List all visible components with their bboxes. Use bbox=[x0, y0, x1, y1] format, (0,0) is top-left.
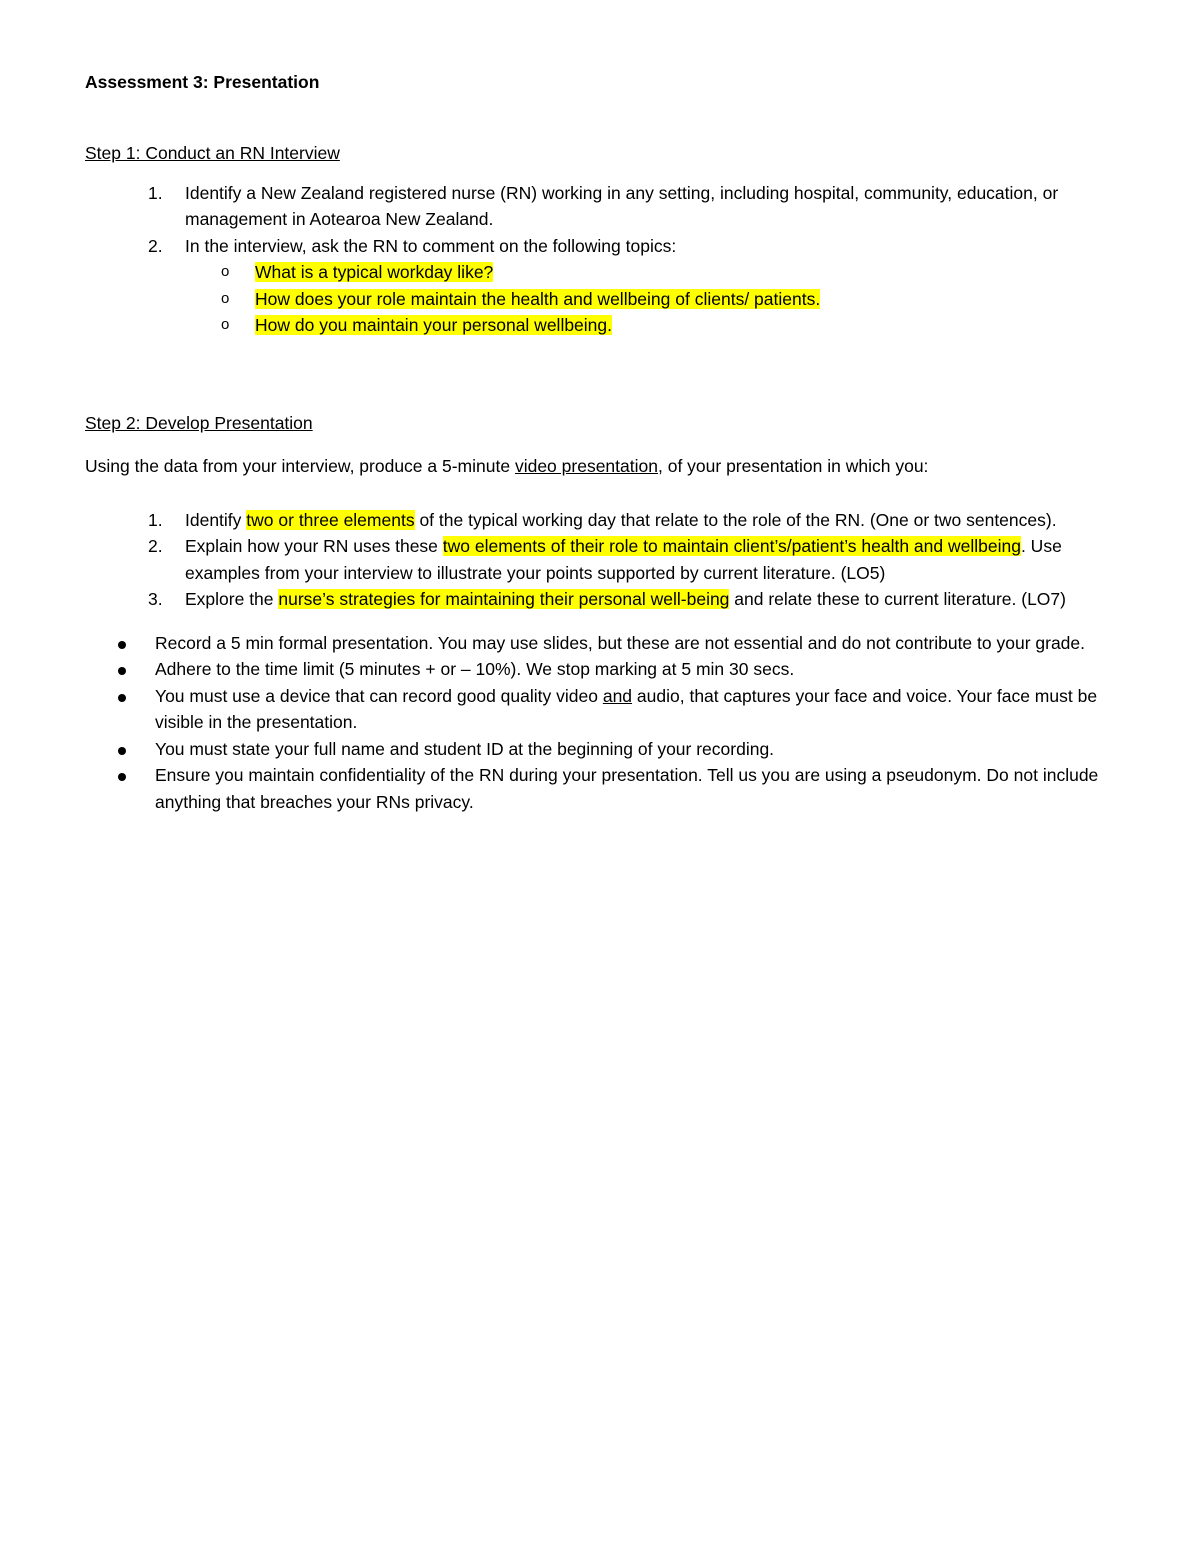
circle-bullet-icon: o bbox=[221, 263, 230, 280]
step1-heading: Step 1: Conduct an RN Interview bbox=[85, 143, 340, 163]
interview-topic bbox=[185, 312, 1115, 339]
requirement-text: audio, that captures your face and voice. Your face must be visible in the presentation. bbox=[155, 685, 1098, 732]
requirement-text: Adhere to the time limit (5 minutes + or – 10%). We stop marking at 5 min 30 secs. bbox=[155, 659, 795, 679]
list-number: 1. bbox=[148, 182, 163, 203]
interview-topic-text: How does your role maintain the health and wellbeing of clients/ patients. bbox=[255, 288, 821, 309]
interview-topic bbox=[185, 286, 1115, 313]
interview-topics-list bbox=[185, 259, 1115, 339]
list-number: 2. bbox=[148, 536, 163, 556]
item-text: . Use examples from your interview to illustrate your points supported by current literature. (LO5) bbox=[185, 536, 1062, 583]
step2-item-3 bbox=[85, 586, 1115, 613]
step2-intro bbox=[85, 453, 1115, 480]
document-title: Assessment 3: Presentation bbox=[85, 72, 320, 92]
bullet-dot-icon bbox=[118, 747, 126, 755]
requirement-item bbox=[85, 630, 1115, 657]
interview-topic-text: How do you maintain your personal wellbeing. bbox=[255, 315, 613, 335]
requirement-text: Record a 5 min formal presentation. You may use slides, but these are not essential and do not contribute to your grade. bbox=[155, 632, 1086, 653]
requirement-text: Ensure you maintain confidentiality of the RN during your presentation. Tell us you are using a pseudonym. Do not include anything that breaches your RNs privacy. bbox=[155, 765, 1099, 812]
bullet-dot-icon bbox=[118, 667, 126, 675]
step1-item-1-text: Identify a New Zealand registered nurse (RN) working in any setting, including hospital, community, education, or management in Aotearoa New Zealand. bbox=[185, 182, 1059, 229]
list-number: 3. bbox=[148, 589, 163, 609]
item-text: Explore the bbox=[185, 589, 279, 609]
intro-text: , of your presentation in which you: bbox=[657, 456, 929, 476]
step2-item-2 bbox=[85, 533, 1115, 586]
step2-heading: Step 2: Develop Presentation bbox=[85, 412, 313, 433]
circle-bullet-icon: o bbox=[221, 289, 230, 307]
item-text: of the typical working day that relate to the role of the RN. (One or two sentences). bbox=[414, 509, 1057, 530]
intro-text: Using the data from your interview, produce a 5-minute bbox=[85, 456, 515, 476]
step2-list bbox=[85, 507, 1115, 613]
list-number: 2. bbox=[148, 235, 163, 256]
list-number: 1. bbox=[148, 509, 163, 530]
item-text: and relate these to current literature. (LO7) bbox=[729, 589, 1066, 609]
step1-item-1 bbox=[85, 180, 1115, 233]
step1-item-2-text: In the interview, ask the RN to comment on the following topics: bbox=[185, 235, 677, 256]
step2-item-1 bbox=[85, 507, 1115, 534]
highlighted-text: nurse’s strategies for maintaining their personal well-being bbox=[278, 589, 730, 609]
interview-topic bbox=[185, 259, 1115, 286]
item-text: Explain how your RN uses these bbox=[185, 536, 443, 556]
requirement-item bbox=[85, 656, 1115, 683]
highlighted-text: two or three elements bbox=[246, 509, 415, 530]
circle-bullet-icon: o bbox=[221, 316, 230, 333]
bullet-dot-icon bbox=[118, 694, 126, 702]
item-text: Identify bbox=[185, 509, 247, 530]
requirement-item bbox=[85, 736, 1115, 763]
requirement-text: You must use a device that can record good quality video bbox=[155, 685, 603, 706]
step1-item-2 bbox=[85, 233, 1115, 339]
requirement-item bbox=[85, 683, 1115, 736]
requirement-text: You must state your full name and student ID at the beginning of your recording. bbox=[155, 738, 775, 759]
requirements-list bbox=[85, 630, 1115, 816]
interview-topic-text: What is a typical workday like? bbox=[255, 262, 494, 282]
intro-underlined-text: video presentation bbox=[514, 456, 658, 476]
requirement-item bbox=[85, 762, 1115, 815]
document-page bbox=[85, 69, 1115, 815]
underlined-text: and bbox=[602, 685, 633, 706]
bullet-dot-icon bbox=[118, 641, 126, 649]
highlighted-text: two elements of their role to maintain client’s/patient’s health and wellbeing bbox=[442, 536, 1021, 556]
step1-list bbox=[85, 180, 1115, 339]
bullet-dot-icon bbox=[118, 773, 126, 781]
